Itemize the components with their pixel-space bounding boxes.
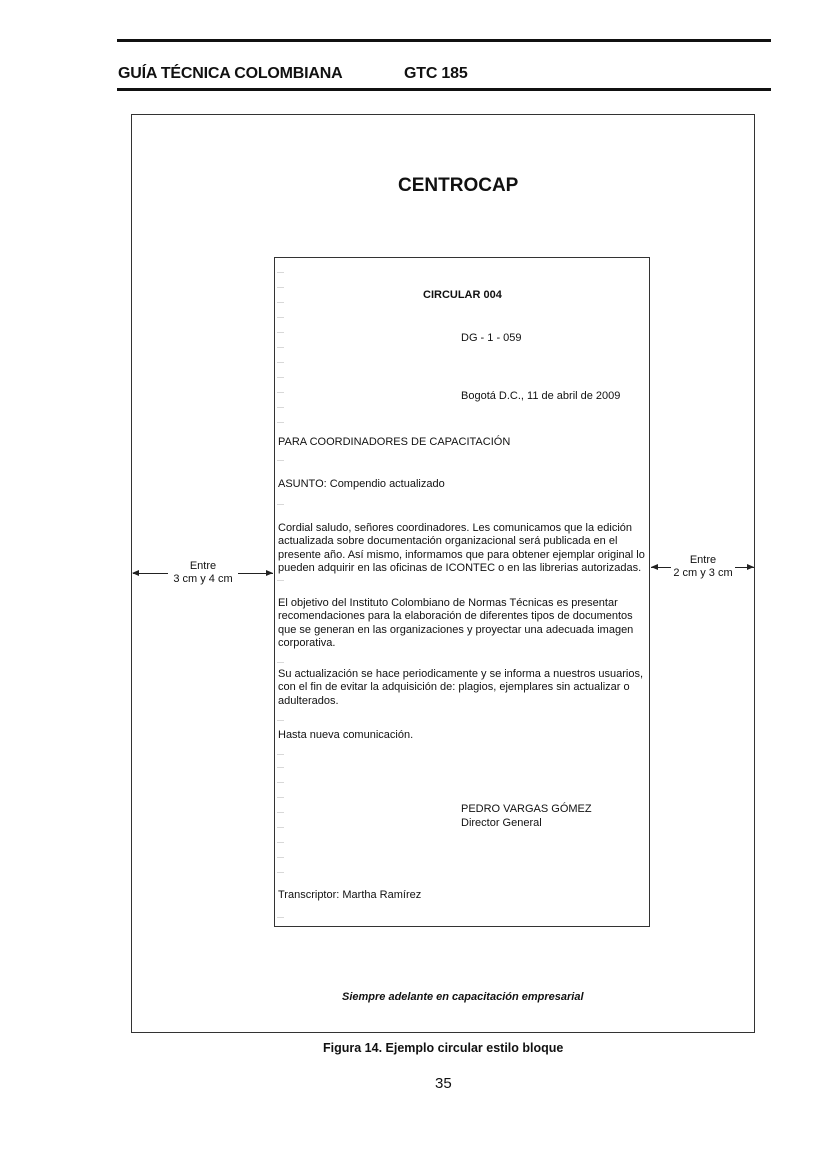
arrowhead-left-icon [132, 570, 139, 576]
signer-title: Director General [461, 817, 542, 829]
page-number: 35 [435, 1075, 452, 1092]
left-margin-label-line2: 3 cm y 4 cm [173, 573, 233, 585]
right-margin-label-line2: 2 cm y 3 cm [673, 567, 733, 579]
guide-title: GUÍA TÉCNICA COLOMBIANA [118, 65, 343, 82]
header-top-rule [117, 39, 771, 42]
company-name: CENTROCAP [398, 175, 519, 196]
body-paragraph-2: El objetivo del Instituto Colombiano de Normas Técnicas es presentar recomendaciones para la elaboración de diferentes tipos de documentos que se generan en las organizaciones y proyectar una adecuada imagen corporativa. [278, 597, 634, 649]
header-bottom-rule [117, 88, 771, 91]
company-slogan: Siempre adelante en capacitación empresarial [342, 991, 584, 1003]
closing-line: Hasta nueva comunicación. [278, 729, 414, 741]
recipient-line: PARA COORDINADORES DE CAPACITACIÓN [278, 436, 511, 448]
body-paragraph-3: Su actualización se hace periodicamente y se informa a nuestros usuarios, con el fin de evitar la adquisición de: plagios, ejemplares sin actualizar o adulterados. [278, 668, 644, 707]
body-paragraph-1: Cordial saludo, señores coordinadores. Les comunicamos que la edición actualizada sobre documentación organizacional será publicada en el presente año. Así mismo, informamos que para obtener ejemplar original lo pueden adquirir en las oficinas de ICONTEC o en las librerias autorizadas. [278, 522, 645, 574]
figure-caption: Figura 14. Ejemplo circular estilo bloque [323, 1041, 564, 1055]
arrowhead-right-icon [747, 564, 754, 570]
right-margin-label [671, 554, 735, 580]
arrowhead-right-icon [266, 570, 273, 576]
reference-code: DG - 1 - 059 [461, 332, 522, 344]
arrowhead-left-icon [651, 564, 658, 570]
left-margin-label-line1: Entre [189, 560, 217, 572]
left-margin-label [168, 560, 238, 586]
subject-line: ASUNTO: Compendio actualizado [278, 478, 445, 490]
transcriber-line: Transcriptor: Martha Ramírez [278, 889, 422, 901]
line-tick-marks [277, 262, 285, 922]
signer-name: PEDRO VARGAS GÓMEZ [461, 803, 592, 815]
place-date: Bogotá D.C., 11 de abril de 2009 [461, 390, 621, 402]
guide-code: GTC 185 [404, 65, 468, 82]
circular-title: CIRCULAR 004 [423, 289, 502, 301]
right-margin-label-line1: Entre [689, 554, 717, 566]
